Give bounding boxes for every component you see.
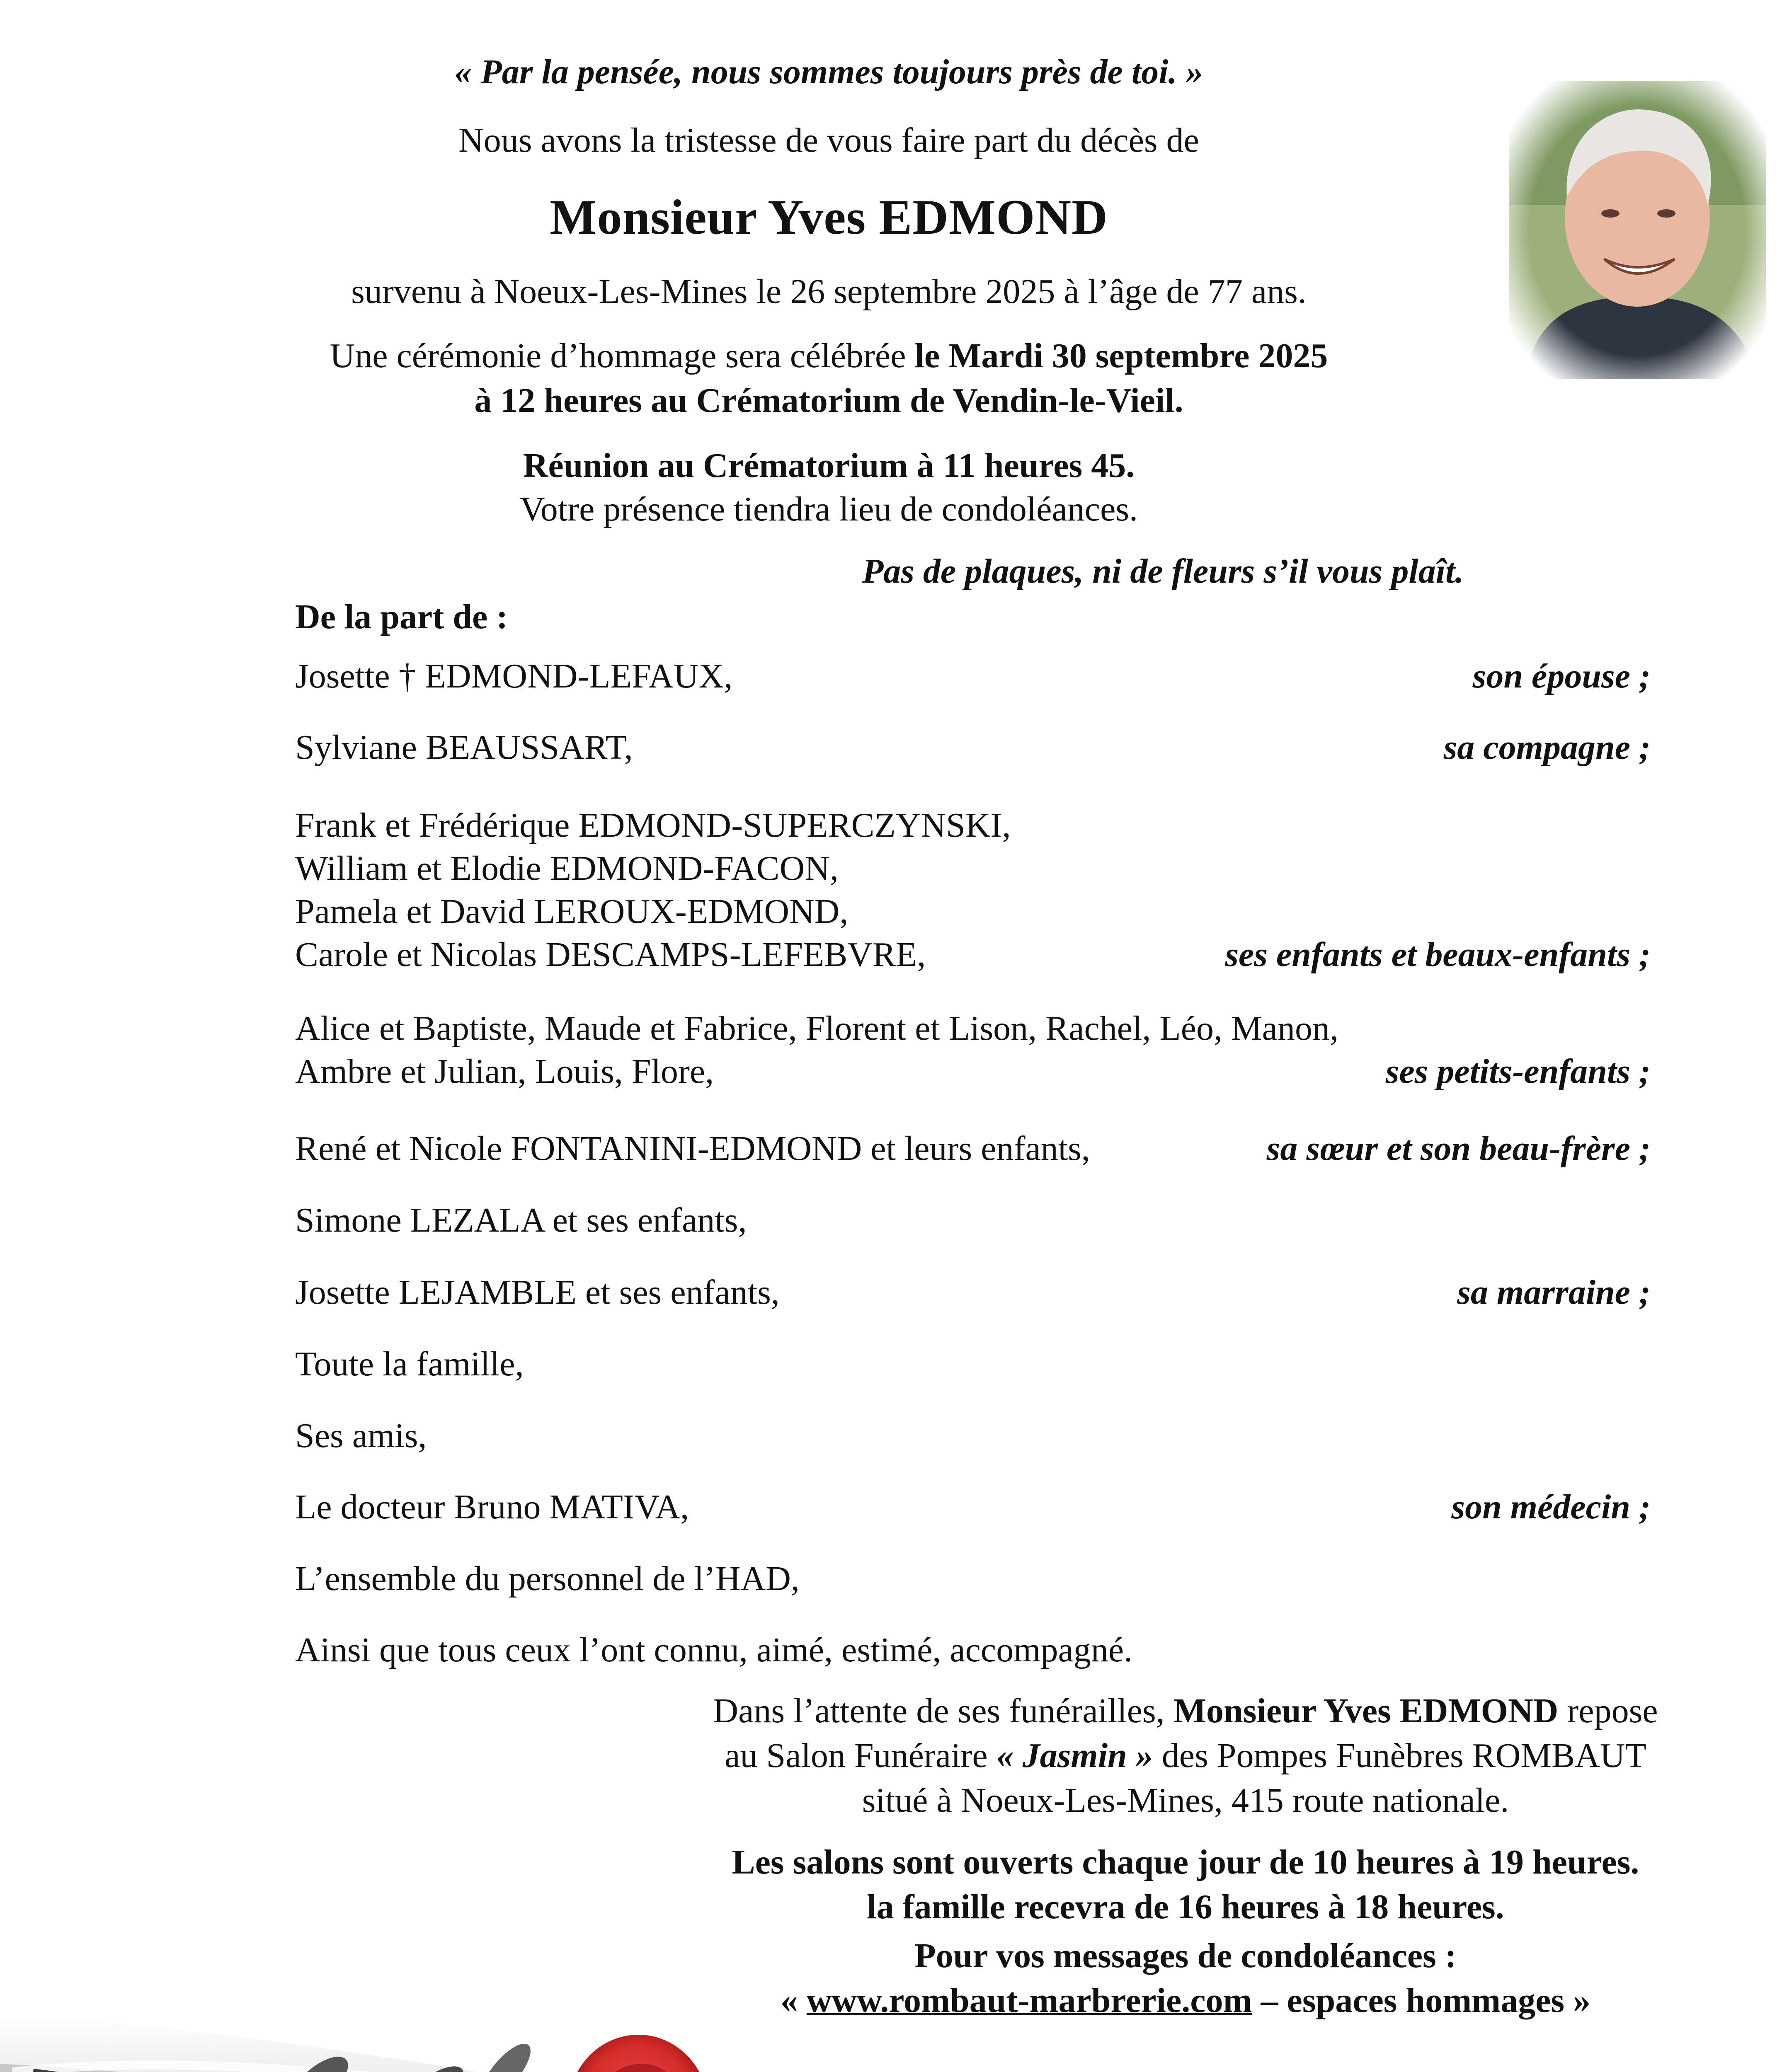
family-relation: son épouse ; xyxy=(1472,657,1651,695)
condolences-label: Pour vos messages de condoléances : xyxy=(914,1936,1457,1975)
family-entry xyxy=(295,1271,1651,1314)
intro-text: Nous avons la tristesse de vous faire part du décès de xyxy=(458,121,1199,160)
salons-hours: Les salons sont ouverts chaque jour de 10 heures à 19 heures. xyxy=(732,1843,1639,1881)
quote-open: « xyxy=(780,1981,807,2020)
death-info: survenu à Noeux-Les-Mines le 26 septembre 2025 à l’âge de 77 ans. xyxy=(351,272,1307,311)
family-line: William et Elodie EDMOND-FACON, xyxy=(295,849,839,888)
family-line: René et Nicole FONTANINI-EDMOND et leurs enfants, xyxy=(295,1129,1090,1168)
presence-info: Votre présence tiendra lieu de condoléances. xyxy=(519,490,1138,528)
link-suffix: – espaces hommages » xyxy=(1252,1981,1591,2020)
family-entry xyxy=(295,726,1651,769)
family-entry xyxy=(295,1486,1651,1529)
family-entry xyxy=(295,1127,1651,1170)
family-relation: ses petits-enfants ; xyxy=(1385,1052,1651,1091)
family-line: Josette † EDMOND-LEFAUX, xyxy=(295,657,733,695)
salon-name: « Jasmin » xyxy=(996,1736,1153,1775)
family-line: Simone LEZALA et ses enfants, xyxy=(295,1201,747,1239)
family-relation: sa marraine ; xyxy=(1457,1273,1651,1312)
family-entry xyxy=(295,1343,1651,1386)
ceremony-line-1 xyxy=(0,336,1720,376)
family-relation: sa compagne ; xyxy=(1443,728,1651,767)
website-link[interactable]: www.rombaut-marbrerie.com xyxy=(806,1981,1252,2020)
condolences-line xyxy=(580,1978,1782,2023)
ceremony-text: Une cérémonie d’hommage sera célébrée xyxy=(330,336,915,375)
family-line: L’ensemble du personnel de l’HAD, xyxy=(295,1559,800,1598)
family-line: Ambre et Julian, Louis, Flore, xyxy=(295,1052,714,1091)
family-entry xyxy=(295,1414,1651,1457)
family-line: Ses amis, xyxy=(295,1416,427,1455)
repose-text: repose xyxy=(1558,1692,1658,1730)
ceremony-line-2: à 12 heures au Crématorium de Vendin-le-Vieil. xyxy=(474,381,1183,420)
deceased-name: Monsieur Yves EDMOND xyxy=(550,189,1108,244)
family-entry xyxy=(295,1199,1651,1242)
portrait-photo xyxy=(1509,81,1766,379)
ceremony-date: le Mardi 30 septembre 2025 xyxy=(914,336,1328,375)
repose-text: des Pompes Funèbres ROMBAUT xyxy=(1153,1736,1646,1775)
family-line: Carole et Nicolas DESCAMPS-LEFEBVRE, xyxy=(295,935,926,974)
family-entry xyxy=(295,804,1651,976)
family-line: Josette LEJAMBLE et ses enfants, xyxy=(295,1273,780,1312)
from-label: De la part de : xyxy=(295,598,508,636)
repose-line-2 xyxy=(580,1733,1782,1778)
family-relation: son médecin ; xyxy=(1451,1488,1651,1526)
family-line: Sylviane BEAUSSART, xyxy=(295,728,633,767)
repose-info xyxy=(580,1689,1782,1823)
family-relation: sa sœur et son beau-frère ; xyxy=(1266,1129,1651,1168)
repose-line-1 xyxy=(580,1689,1782,1733)
meeting-info: Réunion au Crématorium à 11 heures 45. xyxy=(523,446,1135,485)
family-line: Alice et Baptiste, Maude et Fabrice, Florent et Lison, Rachel, Léo, Manon, xyxy=(295,1009,1338,1048)
family-line: Frank et Frédérique EDMOND-SUPERCZYNSKI, xyxy=(295,806,1011,845)
family-line: Le docteur Bruno MATIVA, xyxy=(295,1488,689,1526)
family-line: Toute la famille, xyxy=(295,1345,524,1383)
repose-line-3: situé à Noeux-Les-Mines, 415 route nationale. xyxy=(862,1781,1509,1820)
family-entry xyxy=(295,1007,1651,1093)
quote: « Par la pensée, nous sommes toujours près de toi. » xyxy=(454,53,1203,91)
repose-name: Monsieur Yves EDMOND xyxy=(1173,1692,1559,1730)
repose-text: au Salon Funéraire xyxy=(725,1736,996,1775)
salons-info xyxy=(580,1840,1782,2023)
family-entry xyxy=(295,655,1651,698)
family-line: Pamela et David LEROUX-EDMOND, xyxy=(295,892,849,931)
repose-text: Dans l’attente de ses funérailles, xyxy=(713,1692,1173,1730)
family-relation: ses enfants et beaux-enfants ; xyxy=(1225,935,1651,974)
family-line: Ainsi que tous ceux l’ont connu, aimé, estimé, accompagné. xyxy=(295,1631,1133,1669)
family-entry xyxy=(295,1557,1651,1600)
family-hours: la famille recevra de 16 heures à 18 heures. xyxy=(867,1888,1504,1926)
family-entry xyxy=(295,1629,1651,1672)
no-flowers-note: Pas de plaques, ni de fleurs s’il vous plaît. xyxy=(862,552,1464,591)
